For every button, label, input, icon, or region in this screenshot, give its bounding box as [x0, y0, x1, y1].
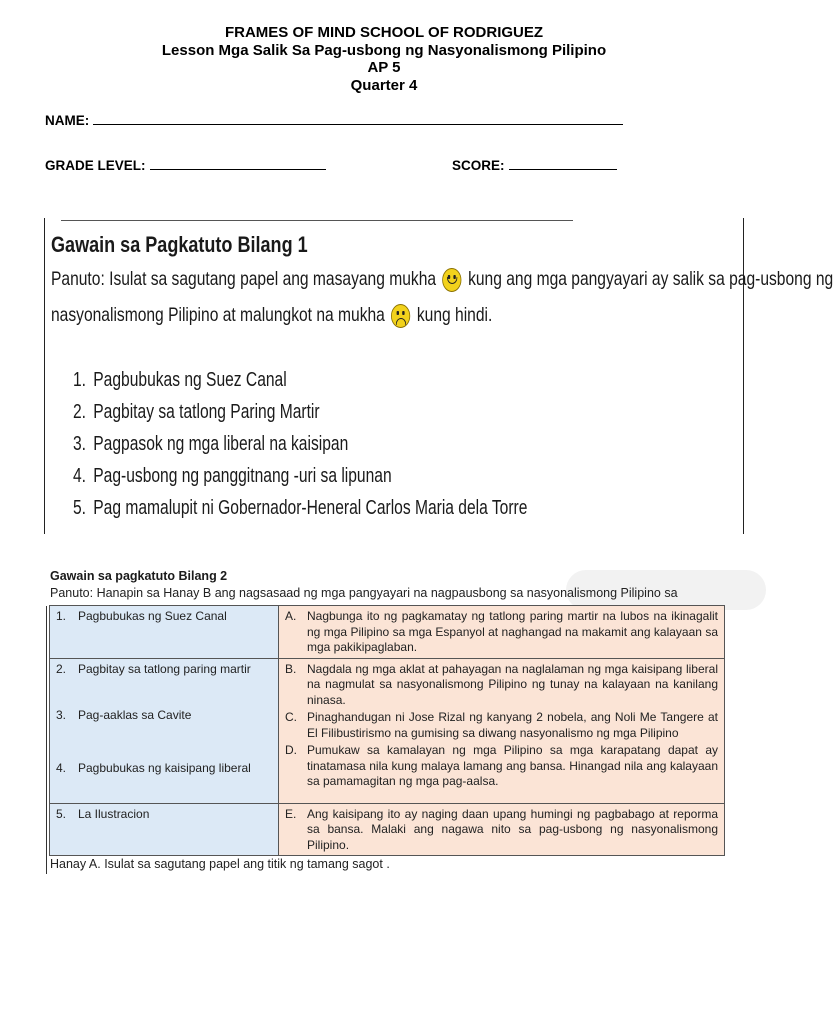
score-label: SCORE:: [452, 158, 505, 173]
list-item: 2. Pagbitay sa tatlong Paring Martir: [73, 401, 320, 423]
name-blank[interactable]: [93, 112, 623, 125]
activity-1-section: [44, 218, 833, 534]
hanay-a-cell: 2. Pagbitay sa tatlong paring martir 3. Pag-aaklas sa Cavite 4. Pagbubukas ng kaisipang liberal: [50, 658, 279, 803]
list-item: 3. Pagpasok ng mga liberal na kaisipan: [73, 433, 349, 455]
school-name: FRAMES OF MIND SCHOOL OF RODRIGUEZ: [224, 24, 544, 41]
hanay-b-cell: B. Nagdala ng mga aklat at pahayagan na naglalaman ng mga kaisipang liberal na nagmulat sa nasyonalismong Pilipino ng tunay na kalayaan na kanilang ninasa. C. Pinaghandugan ni Jose Rizal ng kanyang 2 nobela, ang Noli Me Tangere at El Filibustirismo na gumising sa diwang nasyonalismo ng mga Pilipino D. Pumukaw sa kamalayan ng mga Pilipino sa mga karapatang dapat ay tinatamasa nila kung malaya lamang ang bansa. Hinangad nila ang kalayaan sa pamamagitan ng mga pag-aalsa.: [279, 658, 725, 803]
subject: AP 5: [367, 59, 401, 76]
name-field: [45, 112, 623, 128]
table-row: [50, 658, 725, 803]
activity-2-footer: Hanay A. Isulat sa sagutang papel ang titik ng tamang sagot .: [50, 857, 390, 871]
list-item: 4. Pag-usbong ng panggitnang -uri sa lipunan: [73, 465, 392, 487]
list-item: 1. Pagbubukas ng Suez Canal: [73, 369, 287, 391]
activity-1-instruction-line-1: Panuto: Isulat sa sagutang papel ang masayang mukha kung ang mga pangyayari ay salik sa pag-usbong ng: [51, 268, 833, 291]
worksheet-header: [0, 24, 768, 94]
happy-face-icon: [442, 268, 461, 292]
grade-level-field: [45, 157, 326, 173]
list-item: 5. Pag mamalupit ni Gobernador-Heneral Carlos Maria dela Torre: [73, 497, 528, 519]
score-field: [452, 157, 617, 173]
cropped-line: [61, 210, 573, 221]
hanay-a-cell: 5. La Ilustracion: [50, 803, 279, 856]
activity-2-instruction: Panuto: Hanapin sa Hanay B ang nagsasaad ng mga pangyayari na nagpausbong sa nasyonalismong Pilipino sa: [50, 586, 678, 600]
table-row: [50, 606, 725, 659]
activity-1-list: [73, 364, 656, 524]
hanay-b-cell: E. Ang kaisipang ito ay naging daan upang humingi ng pagbabago at reporma sa bansa. Malaki ang nagawa nito sa pag-usbong ng nasyonalismong Pilipino.: [279, 803, 725, 856]
sad-face-icon: [391, 304, 410, 328]
activity-1-instruction-line-2: nasyonalismong Pilipino at malungkot na mukha kung hindi.: [51, 304, 493, 327]
hanay-a-cell: 1. Pagbubukas ng Suez Canal: [50, 606, 279, 659]
quarter: Quarter 4: [350, 76, 418, 94]
lesson-title: Lesson Mga Salik Sa Pag-usbong ng Nasyonalismong Pilipino: [161, 41, 607, 59]
hanay-b-cell: A. Nagbunga ito ng pagkamatay ng tatlong paring martir na lubos na ikinagalit ng mga Pilipino sa mga Espanyol at naghangad na makamit ang kalayaan sa mga pakikipaglaban.: [279, 606, 725, 659]
activity-2-title: Gawain sa pagkatuto Bilang 2: [50, 569, 228, 583]
activity-1-title: Gawain sa Pagkatuto Bilang 1: [51, 232, 308, 257]
left-border: [46, 606, 47, 874]
score-blank[interactable]: [509, 157, 617, 170]
grade-level-label: GRADE LEVEL:: [45, 158, 146, 173]
matching-table: [49, 605, 725, 856]
table-row: [50, 803, 725, 856]
name-label: NAME:: [45, 113, 90, 128]
grade-level-blank[interactable]: [150, 157, 326, 170]
activity-2-section: [46, 566, 730, 874]
